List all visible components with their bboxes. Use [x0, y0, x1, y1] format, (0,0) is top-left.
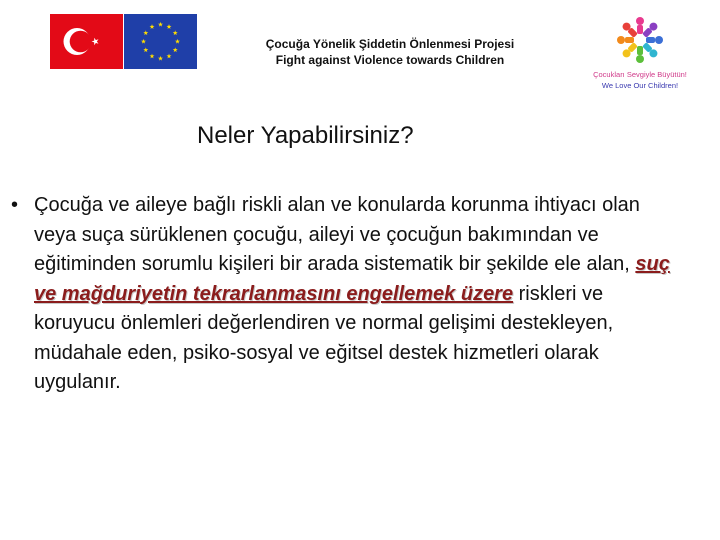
- logo-caption-en: We Love Our Children!: [601, 81, 679, 90]
- paragraph-text-before: Çocuğa ve aileye bağlı riskli alan ve konularda korunma ihtiyacı olan veya suça sürüklenen çocuğu, aileyi ve çocuğun bakımından ve eğitiminden sorumlu kişileri bir arada sistematik bir şekilde ele alan,: [34, 194, 640, 275]
- children-circle-logo-icon: [612, 14, 668, 66]
- project-title-en: Fight against Violence towards Children: [275, 53, 505, 67]
- project-title-tr: Çocuğa Yönelik Şiddetin Önlenmesi Projesi: [265, 37, 515, 51]
- slide-heading: Neler Yapabilirsiniz?: [197, 122, 414, 149]
- logo-caption: [575, 69, 705, 91]
- paragraph-emphasis: suç ve mağduriyetin tekrarlanmasını engellemek üzere: [34, 253, 670, 305]
- turkey-flag-icon: [50, 14, 123, 69]
- logo-caption-tr: Çocukları Sevgiyle Büyütün!: [593, 70, 687, 79]
- bullet-icon: •: [11, 194, 19, 216]
- bullet-paragraph: [34, 191, 674, 398]
- project-title: [205, 36, 575, 68]
- paragraph-text-after: riskleri ve koruyucu önlemleri değerlendiren ve normal gelişimi destekleyen, müdahale eden, psiko-sosyal ve eğitsel destek hizmetleri olarak uygulanır.: [34, 282, 614, 393]
- eu-flag-icon: [124, 14, 197, 69]
